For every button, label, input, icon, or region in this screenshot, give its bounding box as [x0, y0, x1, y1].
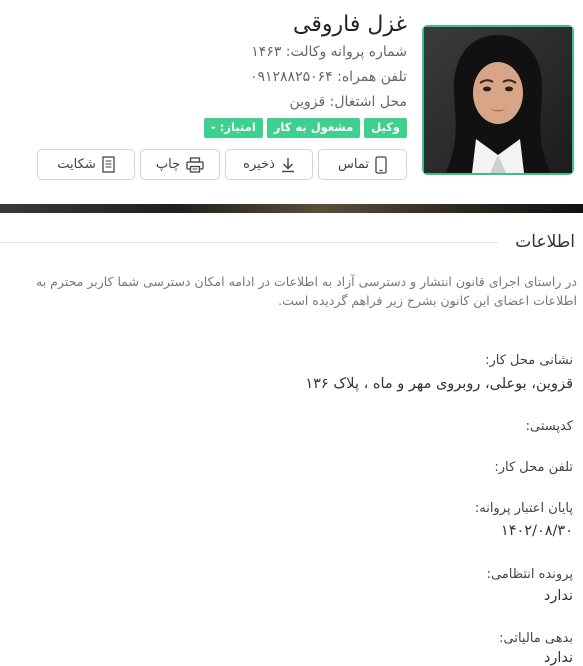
print-button[interactable]	[140, 149, 220, 180]
work-location: محل اشتغال: قزوین	[289, 94, 407, 110]
printer-icon	[186, 157, 204, 173]
field-value-work-address: قزوین، بوعلی، روبروی مهر و ماه ، پلاک ۱۳۶	[305, 376, 573, 392]
field-label-postal-code: کدپستی:	[525, 419, 573, 434]
badge-working: مشغول به کار	[267, 118, 360, 138]
contact-button[interactable]	[318, 149, 407, 180]
field-label-work-address: نشانی محل کار:	[485, 353, 573, 368]
field-value-disciplinary-record: ندارد	[543, 588, 573, 604]
field-label-disciplinary-record: پرونده انتظامی:	[486, 567, 573, 582]
badge-rating: امتیاز: -	[204, 118, 263, 138]
decorative-banner	[0, 204, 583, 213]
field-label-tax-debt: بدهی مالیاتی:	[499, 631, 573, 646]
badge-lawyer: وکیل	[364, 118, 407, 138]
field-value-tax-debt: ندارد	[543, 650, 573, 666]
info-intro-text: در راستای اجرای قانون انتشار و دسترسی آزاد به اطلاعات در ادامه امکان دسترسی شما کاربر محترم به اطلاعات اعضای این کانون بشرح زیر فراهم گردیده است.	[36, 274, 577, 308]
section-title: اطلاعات	[505, 232, 575, 252]
complaint-button[interactable]	[37, 149, 135, 180]
section-divider	[0, 242, 498, 243]
contact-label: تماس	[338, 157, 369, 172]
mobile-phone-icon	[375, 156, 387, 174]
complaint-label: شکایت	[57, 157, 96, 172]
field-label-work-phone: تلفن محل کار:	[494, 460, 573, 475]
print-label: چاپ	[155, 157, 181, 172]
save-button[interactable]	[225, 149, 313, 180]
mobile-phone: تلفن همراه: ۰۹۱۲۸۸۲۵۰۶۴	[249, 69, 407, 85]
profile-photo	[422, 25, 574, 175]
status-badges	[204, 118, 407, 138]
download-icon	[281, 157, 295, 173]
license-number: شماره پروانه وکالت: ۱۴۶۳	[251, 44, 407, 60]
field-label-license-expiry: پایان اعتبار پروانه:	[474, 501, 573, 516]
action-buttons	[37, 149, 407, 180]
field-value-license-expiry: ۱۴۰۲/۰۸/۳۰	[500, 523, 573, 539]
save-label: ذخیره	[243, 157, 275, 172]
document-icon	[102, 156, 115, 173]
lawyer-name: غزل فاروقی	[293, 12, 407, 37]
